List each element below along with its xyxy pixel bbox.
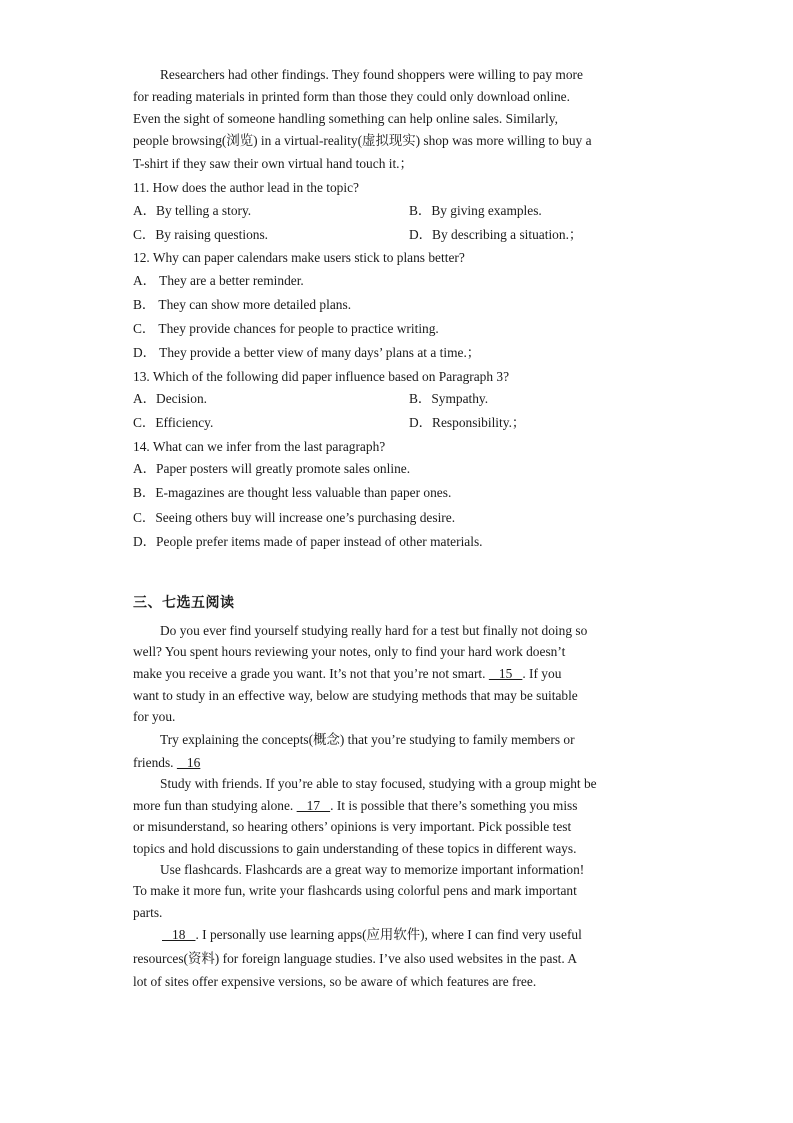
passage-text: . If you xyxy=(522,666,562,681)
passage-line: Study with friends. If you’re able to stay focused, studying with a group might be xyxy=(160,776,597,791)
q14-option-b[interactable]: B．E-magazines are thought less valuable than paper ones. xyxy=(133,485,452,500)
blank-17[interactable]: 17 xyxy=(296,798,331,813)
passage-line: lot of sites offer expensive versions, so be aware of which features are free. xyxy=(133,974,537,989)
passage-line: or misunderstand, so hearing others’ opinions is very important. Pick possible test xyxy=(133,819,572,834)
passage-line: Try explaining the concepts(概念) that you’re studying to family members or xyxy=(160,732,575,747)
question-12-stem: 12. Why can paper calendars make users stick to plans better? xyxy=(133,250,465,265)
passage-line xyxy=(162,927,582,943)
passage-text: make you receive a grade you want. It’s not that you’re not smart. xyxy=(133,666,489,681)
q11-option-a[interactable]: A．By telling a story. xyxy=(133,203,252,218)
q13-option-a[interactable]: A．Decision. xyxy=(133,391,208,406)
passage-line: resources(资料) for foreign language studies. I’ve also used websites in the past. A xyxy=(133,951,578,966)
passage-line: for reading materials in printed form than those they could only download online. xyxy=(133,89,570,104)
q12-option-b[interactable]: B． They can show more detailed plans. xyxy=(133,297,352,312)
q14-option-d[interactable]: D．People prefer items made of paper instead of other materials. xyxy=(133,534,483,549)
passage-text: friends. xyxy=(133,755,177,770)
passage-line: for you. xyxy=(133,709,176,724)
passage-line: T-shirt if they saw their own virtual hand touch it.； xyxy=(133,156,413,171)
passage-line: Researchers had other findings. They found shoppers were willing to pay more xyxy=(160,67,583,82)
blank-16[interactable]: 16 xyxy=(176,755,201,770)
passage-line: Use flashcards. Flashcards are a great way to memorize important information! xyxy=(160,862,585,877)
passage-line: topics and hold discussions to gain understanding of these topics in different ways. xyxy=(133,841,577,856)
q13-option-d[interactable]: D．Responsibility.； xyxy=(409,415,526,430)
passage-line: To make it more fun, write your flashcards using colorful pens and mark important xyxy=(133,883,577,898)
q13-option-b[interactable]: B．Sympathy. xyxy=(409,391,489,406)
q11-option-c[interactable]: C．By raising questions. xyxy=(133,227,269,242)
passage-line: Even the sight of someone handling something can help online sales. Similarly, xyxy=(133,111,558,126)
q12-option-d[interactable]: D． They provide a better view of many days’ plans at a time.； xyxy=(133,345,481,360)
question-14-stem: 14. What can we infer from the last paragraph? xyxy=(133,439,386,454)
question-11-stem: 11. How does the author lead in the topic? xyxy=(133,180,359,195)
passage-line: Do you ever find yourself studying really hard for a test but finally not doing so xyxy=(160,623,588,638)
passage-line: want to study in an effective way, below are studying methods that may be suitable xyxy=(133,688,578,703)
passage-text: . I personally use learning apps(应用软件), where I can find very useful xyxy=(195,927,582,942)
q13-option-c[interactable]: C．Efficiency. xyxy=(133,415,214,430)
q14-option-a[interactable]: A．Paper posters will greatly promote sales online. xyxy=(133,461,411,476)
passage-line xyxy=(133,666,561,682)
q11-option-b[interactable]: B．By giving examples. xyxy=(409,203,542,218)
question-13-stem: 13. Which of the following did paper influence based on Paragraph 3? xyxy=(133,369,510,384)
q14-option-c[interactable]: C．Seeing others buy will increase one’s purchasing desire. xyxy=(133,510,456,525)
q12-option-a[interactable]: A． They are a better reminder. xyxy=(133,273,304,288)
passage-line: people browsing(浏览) in a virtual-reality(虚拟现实) shop was more willing to buy a xyxy=(133,133,592,148)
passage-text: more fun than studying alone. xyxy=(133,798,297,813)
section-heading: 三、七选五阅读 xyxy=(133,595,235,611)
passage-line: well? You spent hours reviewing your notes, only to find your hard work doesn’t xyxy=(133,644,566,659)
q12-option-c[interactable]: C． They provide chances for people to practice writing. xyxy=(133,321,439,336)
blank-18[interactable]: 18 xyxy=(162,927,196,942)
passage-line: parts. xyxy=(133,905,163,920)
passage-text: . It is possible that there’s something you miss xyxy=(330,798,578,813)
passage-line xyxy=(133,755,200,771)
q11-option-d[interactable]: D．By describing a situation.； xyxy=(409,227,583,242)
blank-15[interactable]: 15 xyxy=(488,666,523,681)
passage-line xyxy=(133,798,577,814)
